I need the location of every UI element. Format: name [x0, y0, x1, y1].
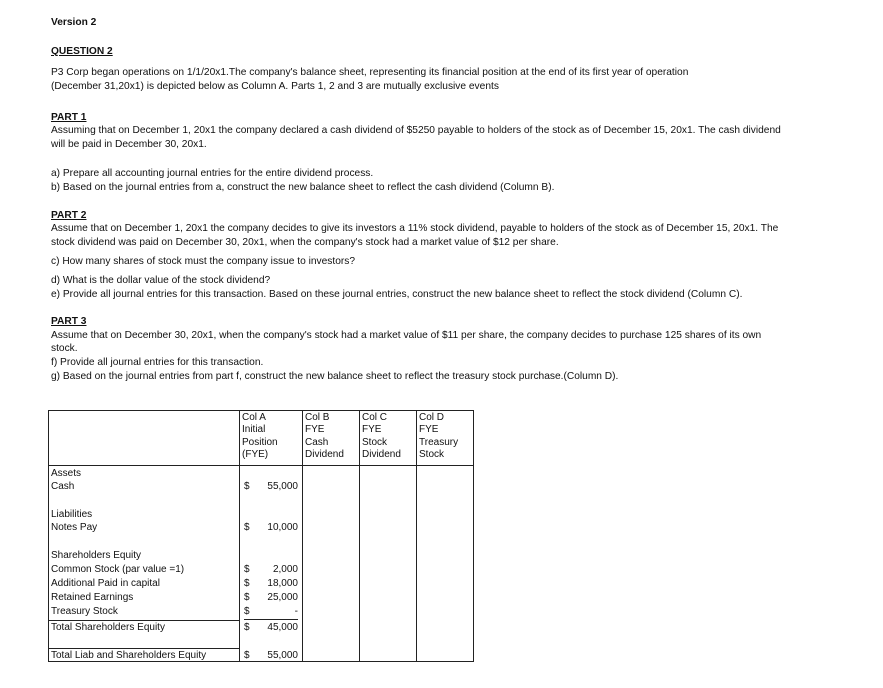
- intro-line-2: (December 31,20x1) is depicted below as Column A. Parts 1, 2 and 3 are mutually exclusive events: [51, 81, 499, 92]
- value-cash: $ 55,000: [244, 481, 298, 492]
- label-total-liab-equity: Total Liab and Shareholders Equity: [51, 650, 207, 661]
- label-liabilities: Liabilities: [51, 509, 93, 520]
- label-apic: Additional Paid in capital: [51, 578, 160, 589]
- part1-text-1: Assuming that on December 1, 20x1 the company declared a cash dividend of $5250 payable to holders of the stock as of December 15, 20x1. The cash dividend: [51, 125, 781, 136]
- value-treasury-stock: $ -: [244, 605, 298, 620]
- part2-question-c: c) How many shares of stock must the company issue to investors?: [51, 256, 356, 267]
- value-retained-earnings: $ 25,000: [244, 592, 298, 603]
- col-divider-d: [416, 410, 417, 662]
- part2-title: PART 2: [51, 210, 87, 221]
- part3-title: PART 3: [51, 316, 87, 327]
- part2-question-e: e) Provide all journal entries for this transaction. Based on these journal entries, construct the new balance sheet to reflect the stock dividend (Column C).: [51, 289, 743, 300]
- part3-question-f: f) Provide all journal entries for this transaction.: [51, 357, 264, 368]
- part3-text-1: Assume that on December 30, 20x1, when the company's stock had a market value of $11 per share, the company decides to purchase 125 shares of its own: [51, 330, 762, 341]
- label-assets: Assets: [51, 468, 82, 479]
- label-notes-pay: Notes Pay: [51, 522, 98, 533]
- equity-total-rule: [48, 620, 239, 621]
- value-common-stock: $ 2,000: [244, 564, 298, 575]
- part1-title: PART 1: [51, 112, 87, 123]
- header-divider: [48, 465, 474, 466]
- part1-question-a: a) Prepare all accounting journal entries for the entire dividend process.: [51, 168, 374, 179]
- liab-total-rule: [48, 648, 239, 649]
- value-total-equity: $ 45,000: [244, 622, 298, 633]
- part3-question-g: g) Based on the journal entries from part f, construct the new balance sheet to reflect the treasury stock purchase.(Column D).: [51, 371, 619, 382]
- label-total-equity: Total Shareholders Equity: [51, 622, 165, 633]
- value-apic: $ 18,000: [244, 578, 298, 589]
- col-divider-b: [302, 410, 303, 662]
- col-divider-c: [359, 410, 360, 662]
- part1-text-2: will be paid in December 30, 20x1.: [51, 139, 207, 150]
- value-notes-pay: $ 10,000: [244, 522, 298, 533]
- label-treasury-stock: Treasury Stock: [51, 606, 118, 617]
- col-b-header: Col B FYE Cash Dividend: [305, 412, 344, 460]
- question-title: QUESTION 2: [51, 46, 113, 57]
- col-divider-a: [239, 410, 240, 662]
- version-label: Version 2: [51, 17, 97, 28]
- intro-line-1: P3 Corp began operations on 1/1/20x1.The company's balance sheet, representing its financial position at the end of its first year of operation: [51, 67, 689, 78]
- label-shareholders-equity: Shareholders Equity: [51, 550, 142, 561]
- label-retained-earnings: Retained Earnings: [51, 592, 134, 603]
- col-d-header: Col D FYE Treasury Stock: [419, 412, 459, 460]
- part2-text-2: stock dividend was paid on December 30, 20x1, when the company's stock had a market value of $12 per share.: [51, 237, 559, 248]
- part1-question-b: b) Based on the journal entries from a, construct the new balance sheet to reflect the cash dividend (Column B).: [51, 182, 555, 193]
- part2-text-1: Assume that on December 1, 20x1 the company decides to give its investors a 11% stock dividend, payable to holders of the stock as of December 15, 20x1. The: [51, 223, 779, 234]
- label-common-stock: Common Stock (par value =1): [51, 564, 185, 575]
- col-a-header: Col A Initial Position (FYE): [242, 412, 278, 460]
- col-c-header: Col C FYE Stock Dividend: [362, 412, 401, 460]
- label-cash: Cash: [51, 481, 75, 492]
- part2-question-d: d) What is the dollar value of the stock dividend?: [51, 275, 271, 286]
- part3-text-2: stock.: [51, 343, 78, 354]
- value-total-liab-equity: $ 55,000: [244, 650, 298, 661]
